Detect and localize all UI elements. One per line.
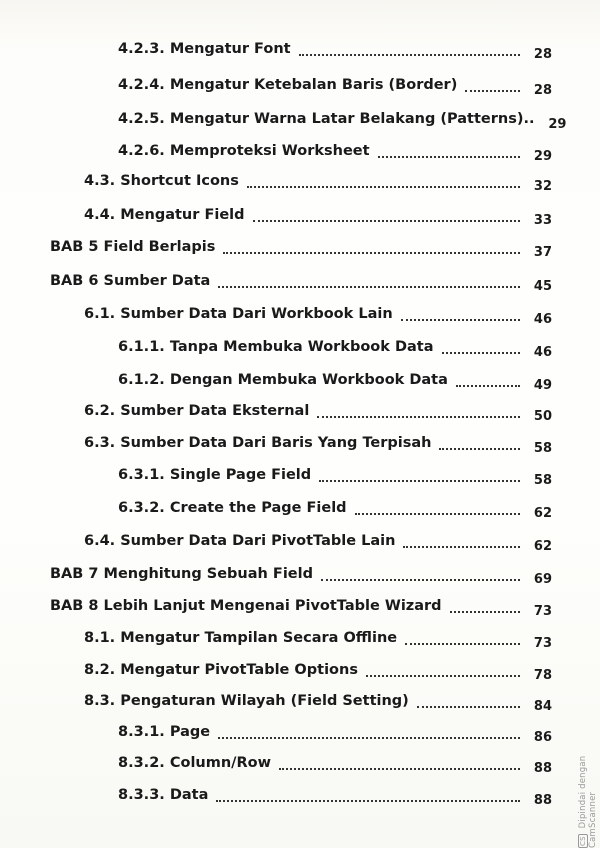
toc-entry-page: 84 (533, 699, 552, 714)
toc-entry-title: 4.4. Mengatur Field (84, 207, 245, 223)
toc-entry-title: 8.3.1. Page (118, 724, 211, 740)
toc-entry-8-3-1 (118, 721, 552, 743)
toc-entry-title: 4.2.4. Mengatur Ketebalan Baris (Border) (118, 77, 458, 93)
toc-leader-dots (218, 284, 520, 288)
toc-entry-title: BAB 8 Lebih Lanjut Mengenai PivotTable Wizard (50, 598, 442, 614)
toc-leader-dots (417, 704, 520, 708)
toc-entry-6-3-2 (118, 497, 552, 519)
toc-entry-8-3 (84, 690, 552, 712)
toc-leader-dots (465, 88, 520, 92)
toc-leader-dots (216, 798, 520, 802)
toc-entry-title: 4.2.5. Mengatur Warna Latar Belakang (Patterns).. (118, 111, 535, 127)
toc-leader-dots (247, 184, 520, 188)
toc-entry-page: 62 (533, 506, 552, 521)
toc-entry-6-1-1 (118, 336, 552, 358)
toc-entry-bab-7 (50, 563, 552, 585)
toc-entry-page: 58 (533, 473, 552, 488)
toc-entry-title: 6.1.1. Tanpa Membuka Workbook Data (118, 339, 434, 355)
toc-entry-page: 50 (533, 409, 552, 424)
toc-entry-title: 8.3. Pengaturan Wilayah (Field Setting) (84, 693, 409, 709)
toc-entry-4-2-6 (118, 140, 552, 162)
toc-entry-title: BAB 6 Sumber Data (50, 273, 211, 289)
toc-entry-page: 28 (533, 47, 552, 62)
toc-entry-page: 46 (533, 312, 552, 327)
toc-entry-4-4 (84, 204, 552, 226)
toc-leader-dots (456, 383, 520, 387)
toc-entry-4-3 (84, 170, 552, 192)
toc-leader-dots (223, 250, 520, 254)
toc-entry-6-1 (84, 303, 552, 325)
toc-leader-dots (299, 52, 520, 56)
toc-leader-dots (403, 544, 520, 548)
toc-entry-page: 49 (533, 378, 552, 393)
toc-leader-dots (450, 609, 520, 613)
toc-entry-page: 29 (548, 117, 567, 132)
scanner-watermark-text: Dipindai dengan CamScanner (578, 755, 598, 848)
toc-leader-dots (442, 350, 521, 354)
scanner-watermark (578, 700, 598, 848)
toc-entry-bab-5 (50, 236, 552, 258)
toc-entry-page: 88 (533, 793, 552, 808)
toc-leader-dots (319, 478, 520, 482)
toc-entry-title: 6.1.2. Dengan Membuka Workbook Data (118, 372, 448, 388)
toc-entry-page: 28 (533, 83, 552, 98)
toc-entry-bab-6 (50, 270, 552, 292)
toc-entry-title: 6.2. Sumber Data Eksternal (84, 403, 310, 419)
toc-entry-title: 4.2.6. Memproteksi Worksheet (118, 143, 370, 159)
toc-leader-dots (439, 446, 520, 450)
toc-entry-bab-8 (50, 595, 552, 617)
toc-entry-title: 8.2. Mengatur PivotTable Options (84, 662, 358, 678)
toc-leader-dots (378, 154, 520, 158)
toc-entry-8-1 (84, 627, 552, 649)
toc-leader-dots (279, 766, 520, 770)
toc-entry-4-2-4 (118, 74, 552, 96)
toc-leader-dots (405, 641, 520, 645)
toc-entry-page: 78 (533, 668, 552, 683)
toc-entry-title: 4.2.3. Mengatur Font (118, 41, 291, 57)
toc-entry-page: 62 (533, 539, 552, 554)
toc-entry-title: 6.3. Sumber Data Dari Baris Yang Terpisah (84, 435, 432, 451)
toc-entry-page: 88 (533, 761, 552, 776)
toc-entry-page: 32 (533, 179, 552, 194)
toc-leader-dots (218, 735, 520, 739)
toc-entry-title: BAB 7 Menghitung Sebuah Field (50, 566, 313, 582)
toc-entry-8-3-2 (118, 752, 552, 774)
toc-entry-title: BAB 5 Field Berlapis (50, 239, 216, 255)
toc-entry-title: 6.3.2. Create the Page Field (118, 500, 347, 516)
toc-entry-page: 45 (533, 279, 552, 294)
toc-entry-title: 6.1. Sumber Data Dari Workbook Lain (84, 306, 393, 322)
toc-leader-dots (321, 577, 520, 581)
toc-entry-8-2 (84, 659, 552, 681)
toc-leader-dots (366, 673, 520, 677)
toc-entry-4-2-5 (118, 108, 567, 132)
toc-entry-page: 29 (533, 149, 552, 164)
toc-leader-dots (355, 511, 520, 515)
toc-entry-page: 86 (533, 730, 552, 745)
toc-entry-title: 8.3.2. Column/Row (118, 755, 271, 771)
toc-entry-page: 73 (533, 636, 552, 651)
toc-leader-dots (253, 218, 520, 222)
toc-entry-6-1-2 (118, 369, 552, 391)
toc-entry-4-2-3 (118, 38, 552, 60)
toc-entry-6-3-1 (118, 464, 552, 486)
camscanner-logo-icon: CS (579, 836, 587, 846)
toc-entry-page: 73 (533, 604, 552, 619)
toc-entry-page: 69 (533, 572, 552, 587)
toc-entry-page: 46 (533, 345, 552, 360)
toc-entry-page: 58 (533, 441, 552, 456)
toc-leader-dots (401, 317, 520, 321)
toc-entry-page: 37 (533, 245, 552, 260)
toc-entry-page: 33 (533, 213, 552, 228)
toc-entry-8-3-3 (118, 784, 552, 806)
toc-entry-title: 8.3.3. Data (118, 787, 209, 803)
toc-entry-title: 6.3.1. Single Page Field (118, 467, 312, 483)
toc-entry-title: 6.4. Sumber Data Dari PivotTable Lain (84, 533, 396, 549)
toc-entry-title: 4.3. Shortcut Icons (84, 173, 239, 189)
toc-entry-6-4 (84, 530, 552, 552)
toc-entry-6-3 (84, 432, 552, 454)
toc-entry-6-2 (84, 400, 552, 422)
toc-entry-title: 8.1. Mengatur Tampilan Secara Offline (84, 630, 398, 646)
toc-leader-dots (317, 414, 520, 418)
